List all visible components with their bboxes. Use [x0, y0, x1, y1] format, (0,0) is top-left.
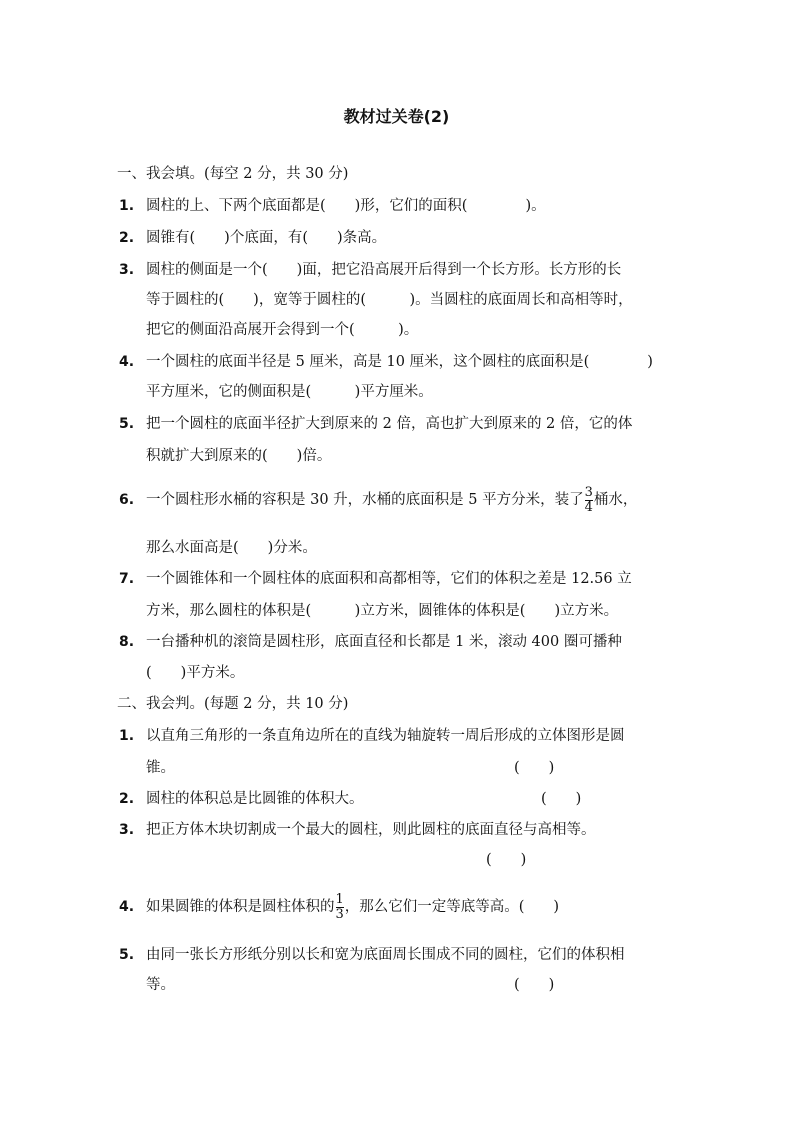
s1-q1-text: 圆柱的上、下两个底面都是( )形，它们的面积( )。	[146, 198, 546, 214]
section2-heading: 二、我会判。(每题 2 分，共 10 分)	[117, 696, 349, 712]
s2-q2-text: 圆柱的体积总是比圆锥的体积大。	[146, 791, 364, 807]
s1-q7-number: 7.	[119, 571, 135, 587]
s2-q3-text: 把正方体木块切割成一个最大的圆柱，则此圆柱的底面直径与高相等。	[146, 822, 596, 838]
s1-q6-number: 6.	[119, 492, 135, 508]
s1-q3-line2: 等于圆柱的( )，宽等于圆柱的( )。当圆柱的底面周长和高相等时，	[146, 292, 633, 308]
s1-q3-line1: 圆柱的侧面是一个( )面，把它沿高展开后得到一个长方形。长方形的长	[146, 262, 622, 278]
s2-q3-answer-blank[interactable]: ( )	[486, 852, 527, 868]
s2-q1-answer-blank[interactable]: ( )	[514, 760, 555, 776]
s2-q5-answer-blank[interactable]: ( )	[514, 977, 555, 993]
s1-q6-text-b: 桶水，	[593, 492, 638, 508]
s1-q5-line2: 积就扩大到原来的( )倍。	[146, 448, 332, 464]
s2-q2-number: 2.	[119, 791, 135, 807]
s2-q1-line2: 锥。	[146, 760, 175, 776]
s1-q4-line1: 一个圆柱的底面半径是 5 厘米，高是 10 厘米，这个圆柱的底面积是( )	[146, 354, 653, 370]
fraction-denominator: 3	[335, 906, 344, 922]
s2-q3-number: 3.	[119, 822, 135, 838]
fraction-denominator: 4	[584, 499, 593, 515]
s2-q5-line2: 等。	[146, 977, 175, 993]
fraction-one-third	[336, 893, 344, 922]
s1-q7-line1: 一个圆锥体和一个圆柱体的底面积和高都相等，它们的体积之差是 12.56 立	[146, 571, 632, 587]
s1-q4-number: 4.	[119, 354, 135, 370]
s2-q4-text-a: 如果圆锥的体积是圆柱体积的	[146, 899, 335, 915]
s2-q4-number: 4.	[119, 899, 135, 915]
s1-q6-line2: 那么水面高是( )分米。	[146, 540, 317, 556]
s1-q2-text: 圆锥有( )个底面，有( )条高。	[146, 230, 387, 246]
s1-q6-text-a: 一个圆柱形水桶的容积是 30 升，水桶的底面积是 5 平方分米，装了	[146, 492, 584, 508]
s1-q5-number: 5.	[119, 416, 135, 432]
s2-q5-number: 5.	[119, 947, 135, 963]
s2-q1-line1: 以直角三角形的一条直角边所在的直线为轴旋转一周后形成的立体图形是圆	[146, 728, 625, 744]
s2-q1-number: 1.	[119, 728, 135, 744]
page-title: 教材过关卷(2)	[343, 107, 450, 126]
s1-q8-number: 8.	[119, 634, 135, 650]
s1-q3-number: 3.	[119, 262, 135, 278]
s2-q4-text-b: ，那么它们一定等底等高。( )	[344, 899, 560, 915]
s1-q8-line1: 一台播种机的滚筒是圆柱形，底面直径和长都是 1 米，滚动 400 圈可播种	[146, 634, 622, 650]
fraction-numerator: 3	[584, 484, 593, 500]
s1-q6-line1	[146, 480, 637, 520]
s1-q8-line2: ( )平方米。	[146, 665, 245, 681]
section1-heading: 一、我会填。(每空 2 分，共 30 分)	[117, 166, 349, 182]
s1-q1-number: 1.	[119, 198, 135, 214]
s1-q2-number: 2.	[119, 230, 135, 246]
s2-q4-line	[146, 887, 559, 927]
s1-q4-line2: 平方厘米，它的侧面积是( )平方厘米。	[146, 384, 433, 400]
s2-q2-answer-blank[interactable]: ( )	[541, 791, 582, 807]
s2-q5-line1: 由同一张长方形纸分别以长和宽为底面周长围成不同的圆柱，它们的体积相	[146, 947, 625, 963]
s1-q3-line3: 把它的侧面沿高展开会得到一个( )。	[146, 322, 419, 338]
s1-q5-line1: 把一个圆柱的底面半径扩大到原来的 2 倍，高也扩大到原来的 2 倍，它的体	[146, 416, 633, 432]
s1-q7-line2: 方米，那么圆柱的体积是( )立方米，圆锥体的体积是( )立方米。	[146, 603, 619, 619]
fraction-numerator: 1	[335, 891, 344, 907]
fraction-three-quarters	[585, 486, 593, 515]
